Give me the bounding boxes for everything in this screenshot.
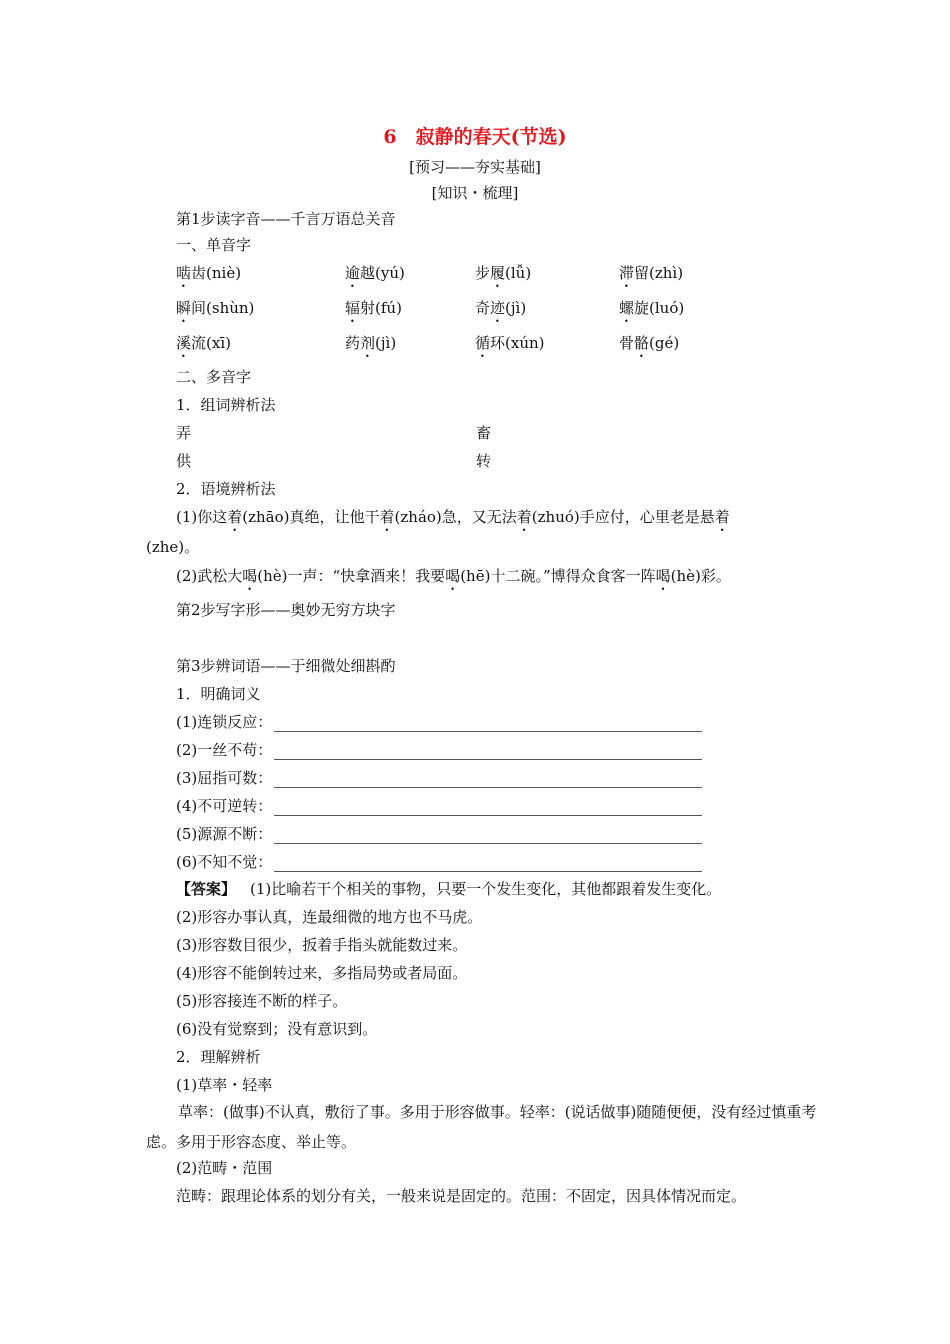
text-run: 间(shùn) bbox=[191, 299, 255, 317]
text-run: 越(yú) bbox=[360, 264, 405, 282]
section-subtitle-2: [知识・梳理] bbox=[431, 184, 519, 202]
text-run: (zháo)急，又无法 bbox=[394, 508, 517, 526]
pair2-heading: (2)范畴・范围 bbox=[176, 1159, 273, 1177]
answer-blank[interactable] bbox=[274, 801, 702, 816]
define-heading: 1．明确词义 bbox=[176, 685, 261, 703]
answer-text: (5)形容接连不断的样子。 bbox=[176, 992, 348, 1010]
step1-heading: 第1步读字音——千言万语总关音 bbox=[176, 210, 396, 228]
answer-line bbox=[176, 879, 721, 899]
text-run: (hè)一声：“快拿酒来！我要 bbox=[257, 567, 446, 585]
single-char-item bbox=[619, 333, 679, 361]
single-char-heading: 一、单音字 bbox=[176, 236, 252, 254]
text-run: 旋(luó) bbox=[634, 299, 685, 317]
text-run: (1)你这 bbox=[176, 508, 228, 526]
dotted-char: 迹 bbox=[490, 299, 506, 317]
dotted-char: 着 bbox=[227, 508, 243, 526]
text-run: 骨 bbox=[619, 334, 635, 352]
text-run: (zhāo)真绝，让他干 bbox=[242, 508, 380, 526]
term-line bbox=[176, 712, 702, 732]
dotted-char: 循 bbox=[475, 334, 491, 352]
answer-blank[interactable] bbox=[274, 745, 702, 760]
answer-text: (3)形容数目很少，扳着手指头就能数过来。 bbox=[176, 936, 468, 954]
step3-heading: 第3步辨词语——于细微处细斟酌 bbox=[176, 657, 396, 675]
term-label: (5)源源不断： bbox=[176, 825, 273, 843]
answer-blank[interactable] bbox=[274, 857, 702, 872]
section-subtitle: [预习——夯实基础] bbox=[409, 158, 541, 176]
dotted-char: 螺 bbox=[619, 299, 635, 317]
single-char-item bbox=[475, 263, 531, 291]
dotted-char: 着 bbox=[516, 508, 532, 526]
single-char-item bbox=[345, 263, 405, 291]
term-label: (1)连锁反应： bbox=[176, 713, 273, 731]
multi-char-item: 弄 bbox=[176, 424, 192, 442]
context-example-1 bbox=[176, 507, 730, 535]
term-line bbox=[176, 740, 702, 760]
context-example-1-cont: (zhe)。 bbox=[146, 538, 200, 556]
step2-heading: 第2步写字形——奥妙无穷方块字 bbox=[176, 601, 396, 619]
compare-heading: 2．理解辨析 bbox=[176, 1048, 261, 1066]
dotted-char: 瞬 bbox=[176, 299, 192, 317]
text-run: (gé) bbox=[649, 334, 680, 352]
method2-heading: 2．语境辨析法 bbox=[176, 480, 276, 498]
single-char-item bbox=[176, 333, 231, 361]
term-line bbox=[176, 824, 702, 844]
single-char-item bbox=[619, 298, 684, 326]
pair2-explanation: 范畴：跟理论体系的划分有关，一般来说是固定的。范围：不固定，因具体情况而定。 bbox=[176, 1187, 747, 1205]
dotted-char: 逾 bbox=[345, 264, 361, 282]
term-line bbox=[176, 796, 702, 816]
text-run: (2)武松大 bbox=[176, 567, 243, 585]
multi-char-item: 转 bbox=[476, 452, 492, 470]
context-example-2 bbox=[176, 566, 731, 594]
answer-text: (2)形容办事认真，连最细微的地方也不马虎。 bbox=[176, 908, 483, 926]
answer-text: (4)形容不能倒转过来，多指局势或者局面。 bbox=[176, 964, 468, 982]
dotted-char: 骼 bbox=[634, 334, 650, 352]
pair1-text: 草率：(做事)不认真，敷衍了事。多用于形容做事。轻率：(说话做事)随随便便，没有经过慎重考虑。多用于形容态度、举止等。 bbox=[146, 1103, 817, 1151]
term-label: (2)一丝不苟： bbox=[176, 741, 273, 759]
dotted-char: 喝 bbox=[445, 567, 461, 585]
text-run: (lǚ) bbox=[505, 264, 532, 282]
pair1-explanation bbox=[146, 1097, 818, 1157]
answer-text: (6)没有觉察到；没有意识到。 bbox=[176, 1020, 378, 1038]
answer-text: (1)比喻若干个相关的事物，只要一个发生变化，其他都跟着发生变化。 bbox=[250, 880, 722, 898]
text-run: (hè)彩。 bbox=[670, 567, 731, 585]
dotted-char: 喝 bbox=[655, 567, 671, 585]
dotted-char: 履 bbox=[490, 264, 506, 282]
answer-blank[interactable] bbox=[274, 717, 702, 732]
dotted-char: 着 bbox=[379, 508, 395, 526]
text-run: 环(xún) bbox=[490, 334, 545, 352]
text-run: 射(fú) bbox=[360, 299, 402, 317]
text-run: 药 bbox=[345, 334, 361, 352]
answer-blank[interactable] bbox=[274, 829, 702, 844]
text-run: 奇 bbox=[475, 299, 491, 317]
answer-tag: 【答案】 bbox=[176, 880, 237, 898]
dotted-char: 啮 bbox=[176, 264, 192, 282]
pair1-heading: (1)草率・轻率 bbox=[176, 1076, 273, 1094]
dotted-char: 剂 bbox=[360, 334, 376, 352]
method1-heading: 1．组词辨析法 bbox=[176, 396, 276, 414]
single-char-item bbox=[176, 298, 254, 326]
term-label: (3)屈指可数： bbox=[176, 769, 273, 787]
term-label: (6)不知不觉： bbox=[176, 853, 273, 871]
single-char-item bbox=[345, 333, 396, 361]
text-run: (zhuó)手应付，心里老是悬 bbox=[531, 508, 715, 526]
multi-char-heading: 二、多音字 bbox=[176, 368, 252, 386]
term-line bbox=[176, 852, 702, 872]
text-run: 流(xī) bbox=[191, 334, 231, 352]
text-run: 齿(niè) bbox=[191, 264, 242, 282]
term-line bbox=[176, 768, 702, 788]
dotted-char: 喝 bbox=[242, 567, 258, 585]
dotted-char: 辐 bbox=[345, 299, 361, 317]
dotted-char: 着 bbox=[714, 508, 730, 526]
single-char-item bbox=[475, 333, 545, 361]
single-char-item bbox=[619, 263, 683, 291]
single-char-item bbox=[475, 298, 526, 326]
single-char-item bbox=[176, 263, 241, 291]
text-run: (jì) bbox=[375, 334, 397, 352]
answer-blank[interactable] bbox=[274, 773, 702, 788]
text-run: (hē)十二碗。”博得众食客一阵 bbox=[460, 567, 656, 585]
multi-char-item: 畜 bbox=[476, 424, 492, 442]
text-run: 步 bbox=[475, 264, 491, 282]
multi-char-item: 供 bbox=[176, 452, 192, 470]
text-run: 留(zhì) bbox=[634, 264, 684, 282]
single-char-item bbox=[345, 298, 402, 326]
dotted-char: 溪 bbox=[176, 334, 192, 352]
lesson-title: 6 寂静的春天(节选) bbox=[383, 126, 567, 148]
text-run: (jì) bbox=[505, 299, 527, 317]
dotted-char: 滞 bbox=[619, 264, 635, 282]
term-label: (4)不可逆转： bbox=[176, 797, 273, 815]
